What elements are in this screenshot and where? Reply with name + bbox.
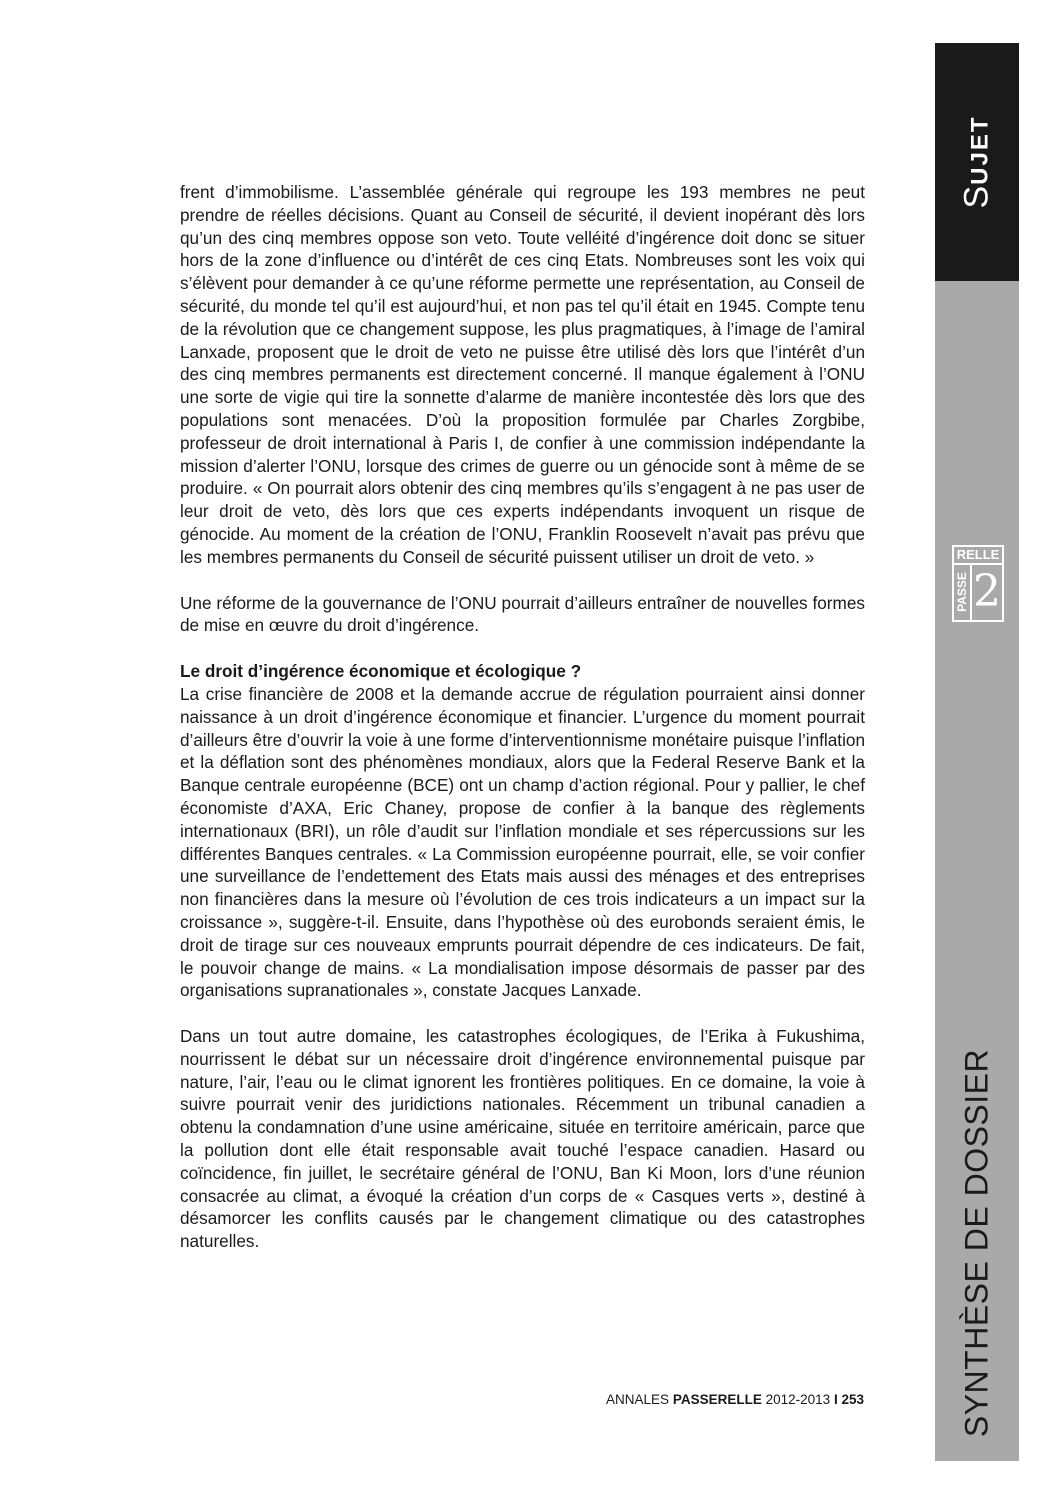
logo-number: 2 bbox=[973, 566, 1001, 617]
paragraph-3: La crise financière de 2008 et la demande accrue de régulation pourraient ainsi donner naissance à un droit d’ingérence économique et financier. L’urgence du moment pourrait d’ailleurs être d’ouvrir la voie à une forme d’interventionnisme monétaire puisque l’inflation et la déflation sont des phénomènes mondiaux, alors que la Federal Reserve Bank et la Banque centrale européenne (BCE) ont un champ d’action régional. Pour y pallier, le chef économiste d’AXA, Eric Chaney, propose de confier à la banque des règlements internationaux (BRI), un rôle d’audit sur l’inflation mondiale et ses répercussions sur les différentes Banques centrales. « La Commission européenne pourrait, elle, se voir confier une surveillance de l’endettement des Etats mais aussi des ménages et des entreprises non financières dans la mesure où l’évolution de ces trois indicateurs a un impact sur la croissance », suggère-t-il. Ensuite, dans l’hypothèse où des eurobonds seraient émis, le droit de tirage sur ces nouveaux emprunts pourrait dépendre de ces indicateurs. De fait, le pouvoir change de mains. « La mondialisation impose désormais de passer par des organisations supranationales », constate Jacques Lanxade. bbox=[180, 683, 865, 1001]
section-tab-sujet bbox=[935, 43, 1019, 281]
section-tab-synthese bbox=[935, 281, 1019, 1461]
section-label-sujet bbox=[958, 115, 997, 208]
sujet-initial: S bbox=[957, 184, 996, 209]
footer-years: 2012-2013 bbox=[765, 1392, 831, 1407]
footer-separator: I bbox=[833, 1392, 838, 1407]
section-label-synthese: SYNTHÈSE DE DOSSIER bbox=[958, 1048, 995, 1438]
paragraph-4: Dans un tout autre domaine, les catastrophes écologiques, de l’Erika à Fukushima, nourrissent le débat sur un nécessaire droit d’ingérence environnemental puisque par nature, l’air, l’eau ou le climat ignorent les frontières politiques. En ce domaine, la voie à suivre pourrait venir des juridictions nationales. Récemment un tribunal canadien a obtenu la condamnation d’une usine américaine, située en territoire américain, parce que la pollution dont elle était responsable avait touché l’espace canadien. Hasard ou coïncidence, fin juillet, le secrétaire général de l’ONU, Ban Ki Moon, lors d’une réunion consacrée au climat, a évoqué la création d’un corps de « Casques verts », destiné à désamorcer les conflits causés par le changement climatique ou des catastrophes naturelles. bbox=[180, 1026, 865, 1252]
paragraph-1: frent d’immobilisme. L’assemblée générale qui regroupe les 193 membres ne peut prendre de réelles décisions. Quant au Conseil de sécurité, il devient inopérant dès lors qu’un des cinq membres oppose son veto. Toute velléité d’ingérence doit donc se situer hors de la zone d’influence ou d’intérêt de ces cinq Etats. Nombreuses sont les voix qui s’élèvent pour demander à ce qu’une réforme permette une représentation, au Conseil de sécurité, du monde tel qu’il est aujourd’hui, et non pas tel qu’il était en 1945. Compte tenu de la révolution que ce changement suppose, les plus pragmatiques, à l’image de l’amiral Lanxade, proposent que le droit de veto ne puisse être utilisé dès lors que l’intérêt d’un des cinq membres permanents est directement concerné. Il manque également à l’ONU une sorte de vigie qui tire la sonnette d’alarme de manière incontestée dès lors que des populations sont menacées. D’où la proposition formulée par Charles Zorgbibe, professeur de droit international à Paris I, de confier à une commission indépendante la mission d’alerter l’ONU, lorsque des crimes de guerre ou un génocide sont à même de se produire. « On pourrait alors obtenir des cinq membres qu’ils s’engagent à ne pas user de leur droit de veto, dès lors que ces experts indépendants invoquent un risque de génocide. Au moment de la création de l’ONU, Franklin Roosevelt n’avait pas prévu que les membres permanents du Conseil de sécurité puissent utiliser un droit de veto. » bbox=[180, 182, 865, 567]
logo-side-text: PASSE bbox=[955, 571, 969, 612]
logo-top-text: RELLE bbox=[954, 547, 1002, 565]
page-footer bbox=[606, 1392, 864, 1407]
sujet-rest: UJET bbox=[966, 115, 994, 185]
footer-prefix: ANNALES bbox=[606, 1392, 670, 1407]
article-body bbox=[180, 181, 865, 1253]
section-heading: Le droit d’ingérence économique et écologique ? bbox=[180, 661, 582, 682]
logo-side bbox=[954, 563, 972, 620]
paragraph-2: Une réforme de la gouvernance de l’ONU pourrait d’ailleurs entraîner de nouvelles formes de mise en œuvre du droit d’ingérence. bbox=[180, 592, 865, 636]
page-number: 253 bbox=[841, 1392, 864, 1407]
passerelle-2-logo bbox=[952, 545, 1004, 622]
footer-brand: PASSERELLE bbox=[672, 1392, 762, 1407]
